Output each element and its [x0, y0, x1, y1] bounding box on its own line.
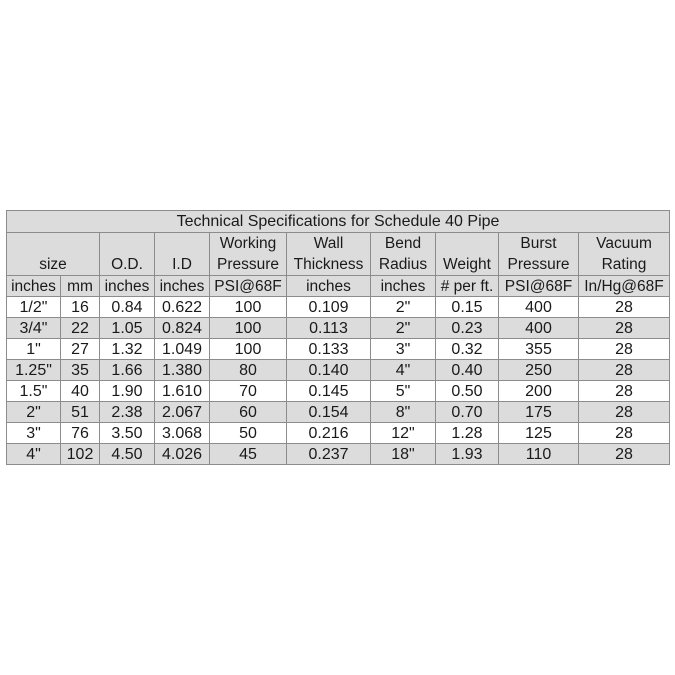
- table-cell: 28: [579, 381, 670, 402]
- table-cell: 28: [579, 402, 670, 423]
- column-header-row: [7, 233, 670, 276]
- table-cell: 40: [61, 381, 100, 402]
- table-cell: 0.84: [100, 297, 155, 318]
- table-cell: 22: [61, 318, 100, 339]
- table-cell: 3": [7, 423, 61, 444]
- table-cell: 28: [579, 297, 670, 318]
- table-cell: 45: [210, 444, 287, 465]
- header-weight: Weight: [436, 233, 499, 276]
- table-cell: 28: [579, 444, 670, 465]
- unit-cell: inches: [100, 276, 155, 297]
- header-size: size: [7, 233, 100, 276]
- table-cell: 0.145: [287, 381, 371, 402]
- table-cell: 0.15: [436, 297, 499, 318]
- table-cell: 0.824: [155, 318, 210, 339]
- table-cell: 175: [499, 402, 579, 423]
- table-cell: 355: [499, 339, 579, 360]
- table-row: [7, 360, 670, 381]
- table-cell: 70: [210, 381, 287, 402]
- table-cell: 0.154: [287, 402, 371, 423]
- table-cell: 1/2": [7, 297, 61, 318]
- table-cell: 3/4": [7, 318, 61, 339]
- table-cell: 4.026: [155, 444, 210, 465]
- table-row: [7, 402, 670, 423]
- table-cell: 3": [371, 339, 436, 360]
- table-title: Technical Specifications for Schedule 40 Pipe: [7, 211, 670, 233]
- unit-cell: inches: [371, 276, 436, 297]
- table-cell: 1.32: [100, 339, 155, 360]
- table-cell: 1.25": [7, 360, 61, 381]
- table-cell: 28: [579, 423, 670, 444]
- table-cell: 3.50: [100, 423, 155, 444]
- table-cell: 28: [579, 339, 670, 360]
- table-cell: 4": [7, 444, 61, 465]
- table-cell: 28: [579, 318, 670, 339]
- table-cell: 1.66: [100, 360, 155, 381]
- table-cell: 0.237: [287, 444, 371, 465]
- table-cell: 102: [61, 444, 100, 465]
- table-cell: 400: [499, 297, 579, 318]
- table-cell: 0.140: [287, 360, 371, 381]
- table-cell: 4": [371, 360, 436, 381]
- table-row: [7, 423, 670, 444]
- unit-cell: PSI@68F: [210, 276, 287, 297]
- table-row: [7, 297, 670, 318]
- table-cell: 1.380: [155, 360, 210, 381]
- table-cell: 12": [371, 423, 436, 444]
- table-cell: 0.113: [287, 318, 371, 339]
- table-cell: 5": [371, 381, 436, 402]
- table-cell: 400: [499, 318, 579, 339]
- table-cell: 0.32: [436, 339, 499, 360]
- table-cell: 27: [61, 339, 100, 360]
- header-id: I.D: [155, 233, 210, 276]
- header-vacuum-rating: Vacuum Rating: [579, 233, 670, 276]
- table-cell: 100: [210, 318, 287, 339]
- table-cell: 2.38: [100, 402, 155, 423]
- table-cell: 0.23: [436, 318, 499, 339]
- table-cell: 0.40: [436, 360, 499, 381]
- header-working-pressure: Working Pressure: [210, 233, 287, 276]
- table-cell: 18": [371, 444, 436, 465]
- header-od: O.D.: [100, 233, 155, 276]
- unit-cell: # per ft.: [436, 276, 499, 297]
- table-cell: 200: [499, 381, 579, 402]
- table-title-row: [7, 211, 670, 233]
- table-cell: 2": [7, 402, 61, 423]
- table-cell: 2": [371, 297, 436, 318]
- unit-cell: inches: [7, 276, 61, 297]
- table-cell: 28: [579, 360, 670, 381]
- table-cell: 1.05: [100, 318, 155, 339]
- table-cell: 1.610: [155, 381, 210, 402]
- table-row: [7, 444, 670, 465]
- table-cell: 4.50: [100, 444, 155, 465]
- table-cell: 2": [371, 318, 436, 339]
- header-burst-pressure: Burst Pressure: [499, 233, 579, 276]
- table-cell: 0.50: [436, 381, 499, 402]
- table-cell: 60: [210, 402, 287, 423]
- table-cell: 50: [210, 423, 287, 444]
- table-cell: 0.622: [155, 297, 210, 318]
- table-cell: 0.133: [287, 339, 371, 360]
- table-cell: 16: [61, 297, 100, 318]
- schedule-40-spec-table: [6, 210, 670, 465]
- table-cell: 1.90: [100, 381, 155, 402]
- table-cell: 125: [499, 423, 579, 444]
- unit-cell: PSI@68F: [499, 276, 579, 297]
- units-row: [7, 276, 670, 297]
- unit-cell: mm: [61, 276, 100, 297]
- header-bend-radius: Bend Radius: [371, 233, 436, 276]
- table-cell: 76: [61, 423, 100, 444]
- table-row: [7, 318, 670, 339]
- unit-cell: inches: [287, 276, 371, 297]
- table-cell: 100: [210, 297, 287, 318]
- table-cell: 1.93: [436, 444, 499, 465]
- table-cell: 0.109: [287, 297, 371, 318]
- table-cell: 1": [7, 339, 61, 360]
- table-cell: 80: [210, 360, 287, 381]
- table-cell: 100: [210, 339, 287, 360]
- table-cell: 1.28: [436, 423, 499, 444]
- table-cell: 110: [499, 444, 579, 465]
- table-cell: 35: [61, 360, 100, 381]
- table-cell: 0.70: [436, 402, 499, 423]
- table-cell: 1.049: [155, 339, 210, 360]
- unit-cell: In/Hg@68F: [579, 276, 670, 297]
- table-cell: 8": [371, 402, 436, 423]
- table-cell: 3.068: [155, 423, 210, 444]
- table-row: [7, 381, 670, 402]
- table-cell: 0.216: [287, 423, 371, 444]
- unit-cell: inches: [155, 276, 210, 297]
- table-cell: 2.067: [155, 402, 210, 423]
- table-row: [7, 339, 670, 360]
- table-cell: 250: [499, 360, 579, 381]
- table-cell: 51: [61, 402, 100, 423]
- table-cell: 1.5": [7, 381, 61, 402]
- header-wall-thickness: Wall Thickness: [287, 233, 371, 276]
